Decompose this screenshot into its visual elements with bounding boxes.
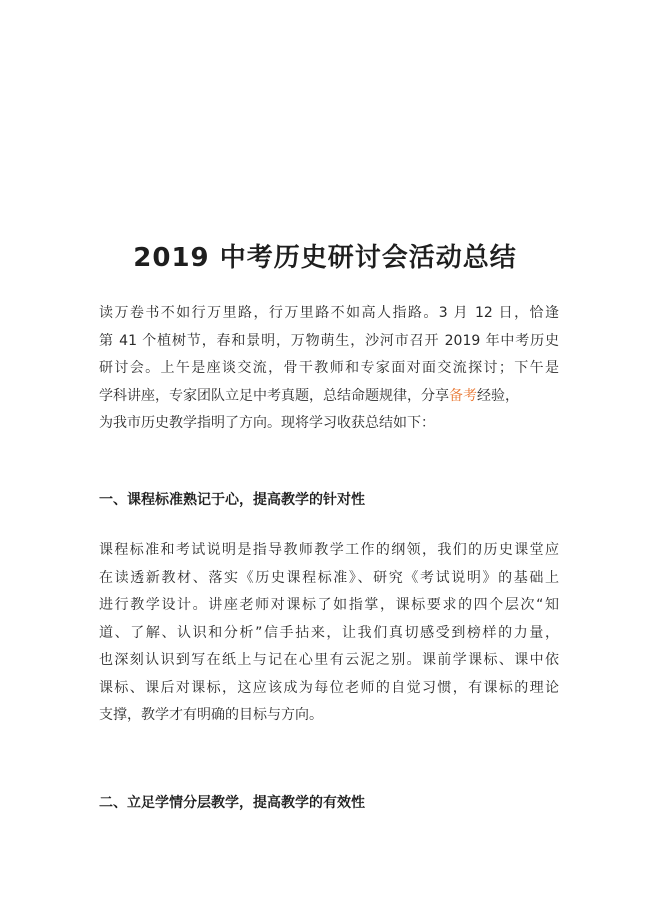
prep-exam-link[interactable]: 备考 [449, 387, 477, 404]
intro-line-1: 读万卷书不如行万里路，行万里路不如高人指路。3 月 12 日，恰逢 [99, 305, 559, 321]
intro-line-5: 为我市历史教学指明了方向。现将学习收获总结如下： [99, 415, 435, 431]
intro-line-3: 研讨会。上午是座谈交流，骨干教师和专家面对面交流探讨；下午是 [99, 360, 559, 376]
intro-line-2: 第 41 个植树节，春和景明，万物萌生，沙河市召开 2019 年中考历史 [99, 332, 559, 349]
section-1-line: 也深刻认识到写在纸上与记在心里有云泥之别。课前学课标、课中依 [99, 652, 559, 668]
intro-line-4 [99, 383, 559, 411]
section-2-heading: 二、立足学情分层教学，提高教学的有效性 [99, 795, 365, 811]
section-1-heading: 一、课程标准熟记于心，提高教学的针对性 [99, 492, 365, 508]
section-1-line: 课程标准和考试说明是指导教师教学工作的纲领，我们的历史课堂应 [99, 542, 559, 558]
section-1-line: 课标、课后对课标，这应该成为每位老师的自觉习惯，有课标的理论 [99, 679, 559, 696]
intro-paragraph [99, 300, 559, 438]
document-title: 2019 中考历史研讨会活动总结 [133, 243, 517, 273]
section-1-line: 支撑，教学才有明确的目标与方向。 [99, 707, 323, 723]
intro-line-4-text-after: 经验， [477, 387, 519, 404]
section-1-line: 进行教学设计。讲座老师对课标了如指掌，课标要求的四个层次“知 [99, 597, 559, 613]
intro-line-4-text-before: 学科讲座，专家团队立足中考真题，总结命题规律，分享 [99, 387, 449, 404]
section-1-line: 在读透新教材、落实《历史课程标准》、研究《考试说明》的基础上 [99, 569, 559, 586]
section-1-line: 道、了解、认识和分析”信手拈来，让我们真切感受到榜样的力量， [99, 624, 559, 641]
section-1-paragraph [99, 537, 559, 730]
